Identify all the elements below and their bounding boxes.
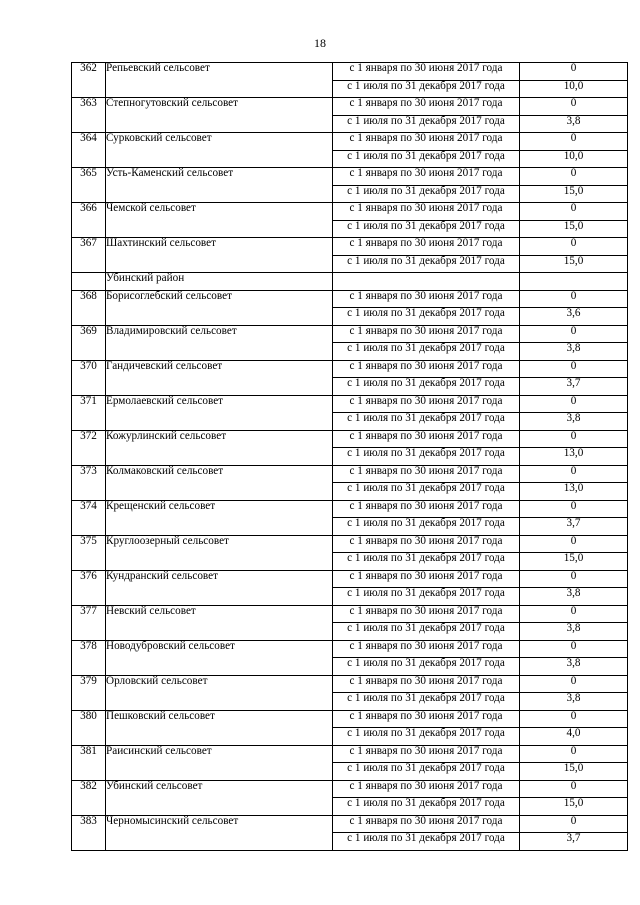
table-row	[72, 500, 628, 518]
rate-first-half: 0	[520, 745, 628, 763]
row-number-cell	[72, 273, 106, 291]
table-row	[72, 815, 628, 833]
municipality-name: Черномысинский сельсовет	[106, 815, 333, 850]
municipality-name: Чемской сельсовет	[106, 203, 333, 238]
row-number: 365	[72, 168, 106, 203]
rate-first-half: 0	[520, 710, 628, 728]
row-number: 370	[72, 360, 106, 395]
row-number: 372	[72, 430, 106, 465]
table-row	[72, 133, 628, 151]
period-first-half: с 1 января по 30 июня 2017 года	[333, 98, 520, 116]
rate-second-half: 3,8	[520, 693, 628, 711]
rate-second-half: 15,0	[520, 255, 628, 273]
municipality-name: Раисинский сельсовет	[106, 745, 333, 780]
period-second-half: с 1 июля по 31 декабря 2017 года	[333, 728, 520, 746]
district-name: Убинский район	[106, 273, 333, 291]
period-first-half: с 1 января по 30 июня 2017 года	[333, 168, 520, 186]
table-row	[72, 570, 628, 588]
rate-first-half: 0	[520, 395, 628, 413]
period-cell	[333, 273, 520, 291]
rate-second-half: 3,8	[520, 658, 628, 676]
rate-second-half: 10,0	[520, 150, 628, 168]
municipality-name: Усть-Каменский сельсовет	[106, 168, 333, 203]
period-first-half: с 1 января по 30 июня 2017 года	[333, 465, 520, 483]
rate-first-half: 0	[520, 63, 628, 81]
period-first-half: с 1 января по 30 июня 2017 года	[333, 570, 520, 588]
period-first-half: с 1 января по 30 июня 2017 года	[333, 430, 520, 448]
table-row	[72, 290, 628, 308]
rate-first-half: 0	[520, 325, 628, 343]
rate-first-half: 0	[520, 605, 628, 623]
table-row	[72, 710, 628, 728]
rate-second-half: 3,8	[520, 343, 628, 361]
rate-first-half: 0	[520, 133, 628, 151]
municipality-name: Пешковский сельсовет	[106, 710, 333, 745]
rate-first-half: 0	[520, 98, 628, 116]
rate-second-half: 13,0	[520, 483, 628, 501]
table-row	[72, 395, 628, 413]
period-first-half: с 1 января по 30 июня 2017 года	[333, 710, 520, 728]
row-number: 373	[72, 465, 106, 500]
rate-first-half: 0	[520, 430, 628, 448]
period-second-half: с 1 июля по 31 декабря 2017 года	[333, 220, 520, 238]
row-number: 362	[72, 63, 106, 98]
row-number: 376	[72, 570, 106, 605]
rate-second-half: 3,7	[520, 518, 628, 536]
period-second-half: с 1 июля по 31 декабря 2017 года	[333, 378, 520, 396]
table-row	[72, 780, 628, 798]
page-number: 18	[314, 36, 326, 50]
table-row	[72, 98, 628, 116]
period-first-half: с 1 января по 30 июня 2017 года	[333, 238, 520, 256]
row-number: 371	[72, 395, 106, 430]
rate-second-half: 3,7	[520, 378, 628, 396]
period-second-half: с 1 июля по 31 декабря 2017 года	[333, 80, 520, 98]
municipality-name: Крещенский сельсовет	[106, 500, 333, 535]
period-first-half: с 1 января по 30 июня 2017 года	[333, 500, 520, 518]
row-number: 375	[72, 535, 106, 570]
row-number: 383	[72, 815, 106, 850]
period-first-half: с 1 января по 30 июня 2017 года	[333, 63, 520, 81]
period-second-half: с 1 июля по 31 декабря 2017 года	[333, 553, 520, 571]
municipality-name: Репьевский сельсовет	[106, 63, 333, 98]
period-second-half: с 1 июля по 31 декабря 2017 года	[333, 693, 520, 711]
table-row	[72, 465, 628, 483]
rate-second-half: 3,8	[520, 623, 628, 641]
period-first-half: с 1 января по 30 июня 2017 года	[333, 325, 520, 343]
table-row	[72, 360, 628, 378]
table-row	[72, 430, 628, 448]
period-second-half: с 1 июля по 31 декабря 2017 года	[333, 343, 520, 361]
municipality-name: Ермолаевский сельсовет	[106, 395, 333, 430]
table-row	[72, 640, 628, 658]
table-row	[72, 745, 628, 763]
rate-second-half: 15,0	[520, 220, 628, 238]
row-number: 377	[72, 605, 106, 640]
period-second-half: с 1 июля по 31 декабря 2017 года	[333, 483, 520, 501]
rate-second-half: 3,8	[520, 588, 628, 606]
period-first-half: с 1 января по 30 июня 2017 года	[333, 133, 520, 151]
period-second-half: с 1 июля по 31 декабря 2017 года	[333, 255, 520, 273]
table-row	[72, 535, 628, 553]
period-first-half: с 1 января по 30 июня 2017 года	[333, 640, 520, 658]
table-row	[72, 675, 628, 693]
row-number: 368	[72, 290, 106, 325]
municipality-name: Новодубровский сельсовет	[106, 640, 333, 675]
table-row	[72, 238, 628, 256]
municipality-name: Кожурлинский сельсовет	[106, 430, 333, 465]
value-cell	[520, 273, 628, 291]
section-row	[72, 273, 628, 291]
period-second-half: с 1 июля по 31 декабря 2017 года	[333, 518, 520, 536]
municipality-name: Орловский сельсовет	[106, 675, 333, 710]
period-second-half: с 1 июля по 31 декабря 2017 года	[333, 588, 520, 606]
period-second-half: с 1 июля по 31 декабря 2017 года	[333, 185, 520, 203]
period-second-half: с 1 июля по 31 декабря 2017 года	[333, 833, 520, 851]
rate-first-half: 0	[520, 815, 628, 833]
rate-second-half: 3,7	[520, 833, 628, 851]
municipality-name: Колмаковский сельсовет	[106, 465, 333, 500]
period-first-half: с 1 января по 30 июня 2017 года	[333, 290, 520, 308]
period-first-half: с 1 января по 30 июня 2017 года	[333, 780, 520, 798]
municipality-name: Кундранский сельсовет	[106, 570, 333, 605]
table-row	[72, 203, 628, 221]
municipality-name: Круглоозерный сельсовет	[106, 535, 333, 570]
rate-first-half: 0	[520, 168, 628, 186]
period-first-half: с 1 января по 30 июня 2017 года	[333, 535, 520, 553]
row-number: 374	[72, 500, 106, 535]
period-second-half: с 1 июля по 31 декабря 2017 года	[333, 798, 520, 816]
tax-rate-table	[71, 62, 628, 851]
rate-first-half: 0	[520, 675, 628, 693]
period-first-half: с 1 января по 30 июня 2017 года	[333, 675, 520, 693]
period-second-half: с 1 июля по 31 декабря 2017 года	[333, 115, 520, 133]
row-number: 380	[72, 710, 106, 745]
rate-second-half: 15,0	[520, 763, 628, 781]
rate-first-half: 0	[520, 570, 628, 588]
municipality-name: Невский сельсовет	[106, 605, 333, 640]
municipality-name: Борисоглебский сельсовет	[106, 290, 333, 325]
rate-first-half: 0	[520, 203, 628, 221]
table-row	[72, 168, 628, 186]
table-body	[72, 63, 628, 851]
table-row	[72, 605, 628, 623]
row-number: 379	[72, 675, 106, 710]
rate-second-half: 3,8	[520, 413, 628, 431]
rate-second-half: 4,0	[520, 728, 628, 746]
municipality-name: Гандичевский сельсовет	[106, 360, 333, 395]
rate-first-half: 0	[520, 238, 628, 256]
period-first-half: с 1 января по 30 июня 2017 года	[333, 605, 520, 623]
rate-second-half: 15,0	[520, 798, 628, 816]
rate-first-half: 0	[520, 535, 628, 553]
municipality-name: Шахтинский сельсовет	[106, 238, 333, 273]
period-first-half: с 1 января по 30 июня 2017 года	[333, 360, 520, 378]
rate-second-half: 13,0	[520, 448, 628, 466]
rate-first-half: 0	[520, 465, 628, 483]
row-number: 369	[72, 325, 106, 360]
period-second-half: с 1 июля по 31 декабря 2017 года	[333, 448, 520, 466]
period-second-half: с 1 июля по 31 декабря 2017 года	[333, 413, 520, 431]
rate-first-half: 0	[520, 290, 628, 308]
rate-second-half: 15,0	[520, 553, 628, 571]
period-first-half: с 1 января по 30 июня 2017 года	[333, 395, 520, 413]
municipality-name: Сурковский сельсовет	[106, 133, 333, 168]
row-number: 367	[72, 238, 106, 273]
row-number: 382	[72, 780, 106, 815]
period-second-half: с 1 июля по 31 декабря 2017 года	[333, 763, 520, 781]
rate-first-half: 0	[520, 360, 628, 378]
period-second-half: с 1 июля по 31 декабря 2017 года	[333, 623, 520, 641]
period-first-half: с 1 января по 30 июня 2017 года	[333, 815, 520, 833]
table-row	[72, 325, 628, 343]
rate-first-half: 0	[520, 780, 628, 798]
row-number: 378	[72, 640, 106, 675]
municipality-name: Убинский сельсовет	[106, 780, 333, 815]
rate-second-half: 10,0	[520, 80, 628, 98]
row-number: 366	[72, 203, 106, 238]
rate-first-half: 0	[520, 500, 628, 518]
table-row	[72, 63, 628, 81]
rate-second-half: 3,6	[520, 308, 628, 326]
row-number: 364	[72, 133, 106, 168]
period-second-half: с 1 июля по 31 декабря 2017 года	[333, 150, 520, 168]
rate-second-half: 3,8	[520, 115, 628, 133]
rate-first-half: 0	[520, 640, 628, 658]
period-first-half: с 1 января по 30 июня 2017 года	[333, 745, 520, 763]
row-number: 381	[72, 745, 106, 780]
period-second-half: с 1 июля по 31 декабря 2017 года	[333, 658, 520, 676]
row-number: 363	[72, 98, 106, 133]
rate-second-half: 15,0	[520, 185, 628, 203]
period-second-half: с 1 июля по 31 декабря 2017 года	[333, 308, 520, 326]
municipality-name: Степногутовский сельсовет	[106, 98, 333, 133]
period-first-half: с 1 января по 30 июня 2017 года	[333, 203, 520, 221]
municipality-name: Владимировский сельсовет	[106, 325, 333, 360]
